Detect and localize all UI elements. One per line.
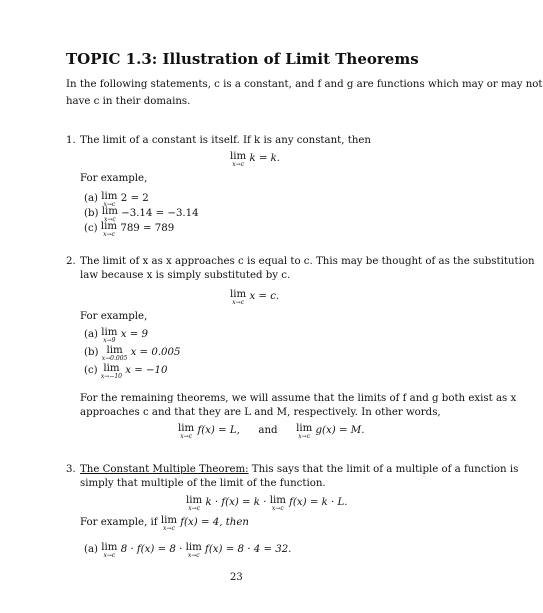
example-intro-text: For example, if bbox=[80, 517, 158, 528]
formula-body: x = c. bbox=[249, 291, 280, 302]
example-middle: 8 · f(x) = 8 · bbox=[120, 544, 183, 555]
page-number: 23 bbox=[230, 572, 243, 583]
example-body: 2 = 2 bbox=[120, 193, 149, 204]
item1-number: 1. bbox=[66, 135, 76, 146]
lim-word: lim bbox=[101, 206, 118, 217]
intro-line-1: In the following statements, c is a constant, and f and g are functions which may or may not bbox=[66, 79, 543, 90]
item1-for-example: For example, bbox=[80, 173, 148, 184]
lim-subscript: x→c bbox=[163, 525, 175, 532]
lim-word: lim bbox=[269, 495, 286, 506]
item2-example-a bbox=[84, 328, 148, 344]
lim-word: lim bbox=[296, 423, 313, 434]
item2-formula bbox=[230, 290, 279, 306]
item2-line-2: law because x is simply substituted by c. bbox=[80, 270, 291, 281]
lim-word: lim bbox=[103, 363, 120, 374]
page-title: TOPIC 1.3: Illustration of Limit Theorems bbox=[66, 50, 419, 68]
item2-limits-formula bbox=[178, 424, 364, 440]
formula-body: f(x) = k · L. bbox=[289, 497, 348, 508]
lim-word: lim bbox=[101, 542, 118, 553]
example-body: f(x) = 8 · 4 = 32. bbox=[205, 544, 292, 555]
and-word: and bbox=[258, 425, 278, 436]
lim-subscript: x→c bbox=[103, 552, 116, 559]
lim-word: lim bbox=[106, 345, 123, 356]
item2-line-1: The limit of x as x approaches c is equal to c. This may be thought of as the substitution bbox=[80, 256, 535, 267]
item2-number: 2. bbox=[66, 256, 76, 267]
lim-subscript: x→c bbox=[232, 161, 244, 168]
example-body: 789 = 789 bbox=[120, 223, 175, 234]
item2-for-example: For example, bbox=[80, 311, 148, 322]
item1-text: The limit of a constant is itself. If k is any constant, then bbox=[80, 135, 371, 146]
item1-example-c bbox=[84, 222, 174, 238]
lim-word: lim bbox=[186, 495, 203, 506]
formula-body: k = k. bbox=[249, 153, 281, 164]
lim-subscript: x→c bbox=[103, 201, 116, 208]
intro-line-2: have c in their domains. bbox=[66, 96, 191, 107]
example-body: −3.14 = −3.14 bbox=[121, 208, 199, 219]
lim-subscript: x→c bbox=[187, 552, 200, 559]
f-limit-body: f(x) = L, bbox=[197, 425, 240, 436]
lim-subscript: x→c bbox=[103, 231, 115, 238]
example-label: (c) bbox=[84, 365, 98, 376]
lim-subscript: x→c bbox=[180, 433, 192, 440]
example-label: (a) bbox=[84, 544, 99, 555]
lim-word: lim bbox=[101, 327, 118, 338]
item1-formula bbox=[230, 152, 280, 168]
item3-example-a bbox=[84, 543, 291, 559]
item3-example-intro bbox=[80, 516, 249, 532]
lim-word: lim bbox=[185, 542, 202, 553]
item3-number: 3. bbox=[66, 464, 76, 475]
lim-subscript: x→−10 bbox=[100, 373, 122, 380]
lim-subscript: x→0.005 bbox=[101, 355, 128, 362]
example-label: (a) bbox=[84, 329, 99, 340]
lim-word: lim bbox=[178, 423, 195, 434]
lim-subscript: x→c bbox=[103, 216, 116, 223]
lim-subscript: x→c bbox=[298, 433, 311, 440]
lim-subscript: x→c bbox=[271, 505, 284, 512]
item2-example-c bbox=[84, 364, 168, 380]
lim-word: lim bbox=[101, 191, 118, 202]
item2-remain-line-2: approaches c and that they are L and M, respectively. In other words, bbox=[80, 407, 441, 418]
example-body: x = 0.005 bbox=[130, 347, 181, 358]
theorem-heading: The Constant Multiple Theorem: bbox=[80, 464, 249, 475]
example-label: (b) bbox=[84, 208, 99, 219]
lim-subscript: x→9 bbox=[103, 337, 116, 344]
lim-word: lim bbox=[230, 151, 247, 162]
item2-example-b bbox=[84, 346, 181, 362]
lim-subscript: x→c bbox=[232, 299, 244, 306]
g-limit-body: g(x) = M. bbox=[315, 425, 365, 436]
lim-subscript: x→c bbox=[188, 505, 200, 512]
item3-line-2: simply that multiple of the limit of the function. bbox=[80, 478, 326, 489]
lim-word: lim bbox=[230, 289, 247, 300]
lim-word: lim bbox=[160, 515, 178, 526]
example-intro-body: f(x) = 4, then bbox=[180, 517, 249, 528]
example-label: (c) bbox=[84, 223, 98, 234]
example-label: (b) bbox=[84, 347, 99, 358]
item2-remain-line-1: For the remaining theorems, we will assume that the limits of f and g both exist as x bbox=[80, 393, 517, 404]
lim-word: lim bbox=[100, 221, 118, 232]
example-body: x = −10 bbox=[125, 365, 168, 376]
example-body: x = 9 bbox=[120, 329, 148, 340]
item3-line-1-rest: This says that the limit of a multiple of a function is bbox=[248, 464, 519, 475]
formula-middle: k · f(x) = k · bbox=[205, 497, 267, 508]
item3-formula bbox=[186, 496, 348, 512]
item3-line-1 bbox=[80, 463, 518, 477]
example-label: (a) bbox=[84, 193, 99, 204]
